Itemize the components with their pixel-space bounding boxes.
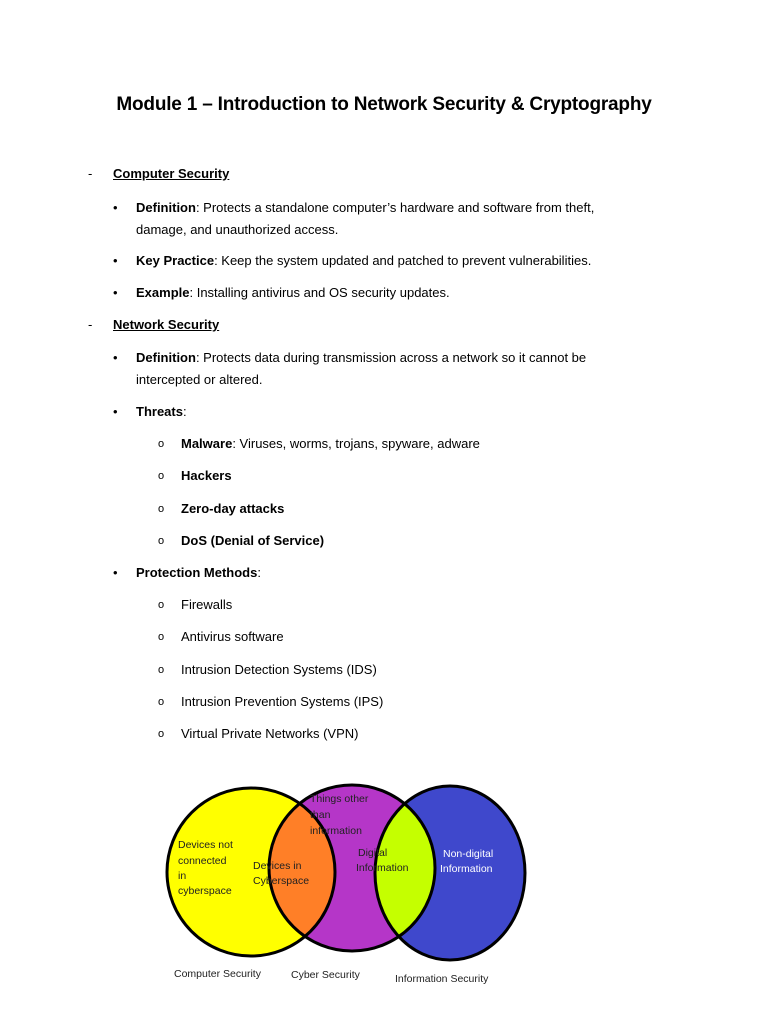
section-heading-computer-security — [88, 166, 229, 181]
circle-bullet-icon: o — [158, 503, 165, 515]
sub-item-firewalls — [158, 594, 232, 616]
bullet-label: Key Practice — [136, 253, 215, 268]
bullet-text: : Installing antivirus and OS security updates. — [189, 285, 450, 300]
region-digital-information: Digital Information — [356, 847, 409, 874]
sub-item-antivirus — [158, 626, 284, 648]
sub-item-text: : Viruses, worms, trojans, spyware, adware — [232, 436, 480, 451]
label-cyber-security: Cyber Security — [291, 969, 360, 981]
sub-item-label: Hackers — [181, 468, 232, 483]
section-title: Computer Security — [113, 166, 230, 181]
circle-bullet-icon: o — [158, 664, 165, 676]
bullet-dot-icon: • — [113, 565, 118, 580]
page-title: Module 1 – Introduction to Network Security & Cryptography — [116, 94, 652, 115]
circle-bullet-icon: o — [158, 470, 165, 482]
label-computer-security: Computer Security — [174, 968, 261, 980]
region-non-digital: Non-digital Information — [440, 848, 494, 875]
sub-item-text: Antivirus software — [181, 629, 284, 644]
sub-item-text: Virtual Private Networks (VPN) — [181, 726, 359, 741]
circle-bullet-icon: o — [158, 438, 165, 450]
sub-item-dos — [158, 530, 324, 552]
bullet-text: : — [257, 565, 261, 580]
sub-item-text: Intrusion Prevention Systems (IPS) — [181, 694, 384, 709]
bullet-protection-methods — [113, 562, 633, 584]
label-information-security: Information Security — [395, 973, 489, 985]
dash-marker: - — [88, 166, 93, 181]
bullet-text: : Protects data during transmission across a network so it cannot be intercepted or altered. — [136, 350, 587, 387]
circle-bullet-icon: o — [158, 599, 165, 611]
sub-item-vpn — [158, 723, 358, 745]
sub-item-hackers — [158, 465, 232, 487]
bullet-text: : — [182, 404, 187, 419]
bullet-label: Definition — [136, 350, 196, 365]
bullet-dot-icon: • — [113, 200, 118, 215]
sub-item-label: Malware — [181, 436, 233, 451]
bullet-label: Threats — [136, 404, 183, 419]
region-devices-in-cyberspace: Devices in Cyberspace — [253, 860, 310, 887]
sub-item-label: Zero-day attacks — [181, 501, 285, 516]
sub-item-ids — [158, 659, 377, 681]
bullet-text: : Keep the system updated and patched to prevent vulnerabilities. — [214, 253, 592, 268]
bullet-threats — [113, 401, 633, 423]
circle-bullet-icon: o — [158, 696, 165, 708]
bullet-example — [113, 282, 633, 304]
circle-bullet-icon: o — [158, 535, 165, 547]
circle-bullet-icon: o — [158, 631, 165, 643]
section-title: Network Security — [113, 317, 220, 332]
bullet-dot-icon: • — [113, 404, 118, 419]
bullet-label: Example — [136, 285, 190, 300]
sub-item-ips — [158, 691, 383, 713]
bullet-label: Protection Methods — [136, 565, 258, 580]
bullet-key-practice — [113, 250, 633, 272]
sub-item-text: Firewalls — [181, 597, 233, 612]
sub-item-zero-day — [158, 498, 284, 520]
bullet-dot-icon: • — [113, 350, 118, 365]
bullet-text: : Protects a standalone computer’s hardware and software from theft, damage, and unauthorized access. — [136, 200, 595, 237]
bullet-dot-icon: • — [113, 285, 118, 300]
bullet-definition — [113, 197, 633, 241]
sub-item-label: DoS (Denial of Service) — [181, 533, 325, 548]
bullet-label: Definition — [136, 200, 196, 215]
region-devices-not-connected: Devices not connected in cyberspace — [178, 839, 233, 897]
bullet-definition — [113, 347, 633, 391]
region-things-other: Things other than information — [310, 793, 369, 837]
circle-bullet-icon: o — [158, 728, 165, 740]
dash-marker: - — [88, 317, 93, 332]
bullet-dot-icon: • — [113, 253, 118, 268]
sub-item-text: Intrusion Detection Systems (IDS) — [181, 662, 377, 677]
section-heading-network-security — [88, 317, 219, 332]
venn-diagram — [160, 780, 540, 995]
sub-item-malware — [158, 433, 480, 455]
